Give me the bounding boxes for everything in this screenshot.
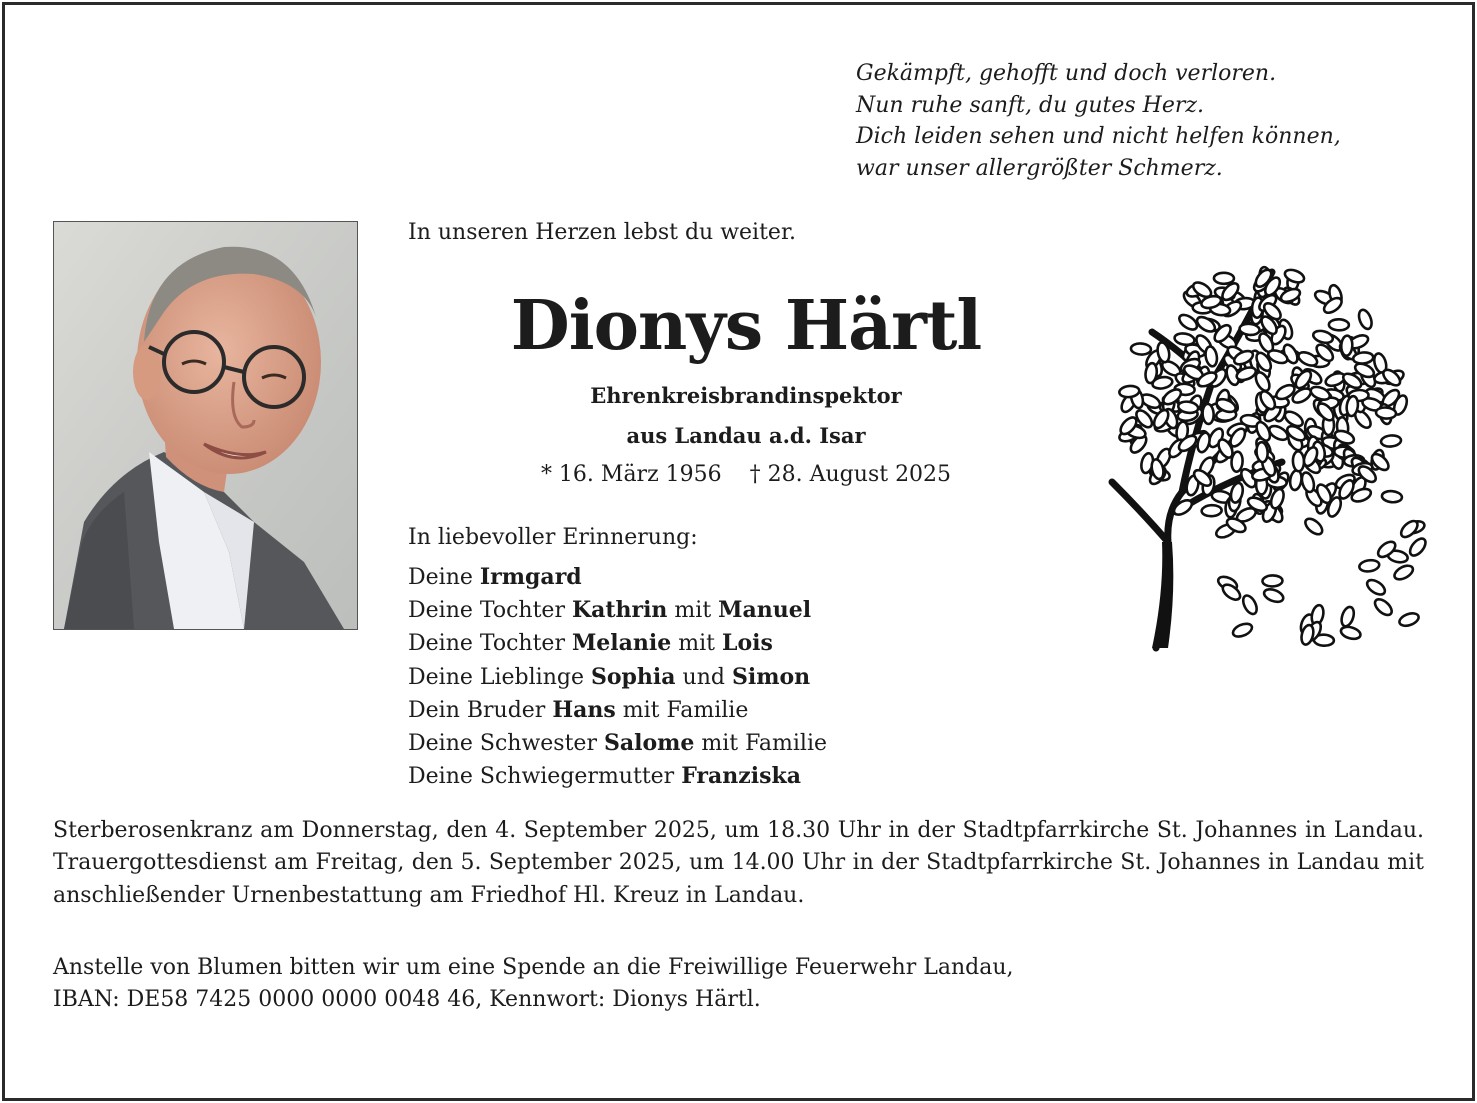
mourner-name: Lois xyxy=(722,630,773,657)
subheading: In unseren Herzen lebst du weiter. xyxy=(408,220,797,245)
leaf-shape xyxy=(1220,582,1243,603)
leaf-shape xyxy=(1300,471,1316,493)
portrait-photo xyxy=(53,221,358,630)
leaf-shape xyxy=(1262,587,1285,604)
mourner-row xyxy=(408,594,827,627)
life-dates xyxy=(408,459,1084,491)
mourner-row xyxy=(408,661,827,694)
iban-line: IBAN: DE58 7425 0000 0000 0048 46, Kennwort: Dionys Härtl. xyxy=(53,987,761,1013)
leaf-shape xyxy=(1303,516,1325,537)
leaf-shape xyxy=(1256,442,1268,463)
poem-line: Dich leiden sehen und nicht helfen können, xyxy=(856,124,1341,149)
memory-heading: In liebevoller Erinnerung: xyxy=(408,525,698,550)
leaf-shape xyxy=(1267,423,1290,442)
mourners-list xyxy=(408,561,827,793)
leaf-shape xyxy=(1201,505,1222,517)
mourner-row xyxy=(408,694,827,727)
mourner-row xyxy=(408,561,827,594)
relation: Deine Tochter xyxy=(408,598,572,624)
honorary-title: Ehrenkreisbrandinspektor xyxy=(590,383,902,408)
connector: mit xyxy=(671,631,722,657)
leaf-shape xyxy=(1231,621,1254,639)
mourner-row xyxy=(408,760,827,793)
relation: Deine Schwester xyxy=(408,731,604,757)
leaf-shape xyxy=(1309,384,1332,402)
mourner-name: Manuel xyxy=(718,597,812,624)
hometown: aus Landau a.d. Isar xyxy=(626,423,866,448)
mourner-name: Sophia xyxy=(590,663,676,690)
relation: Deine Tochter xyxy=(408,631,572,657)
leaf-shape xyxy=(1381,435,1402,448)
relation: Deine Lieblinge xyxy=(408,664,591,690)
suffix: mit Familie xyxy=(615,697,749,723)
mourner-name: Melanie xyxy=(571,630,672,657)
leaf-shape xyxy=(1119,385,1140,398)
mourner-name: Hans xyxy=(552,696,616,723)
mourner-row xyxy=(408,727,827,760)
leaf-shape xyxy=(1239,323,1260,336)
tree-icon xyxy=(1072,212,1428,652)
leaf-shape xyxy=(1214,273,1234,284)
birth-date: * 16. März 1956 xyxy=(540,462,722,487)
death-date: † 28. August 2025 xyxy=(749,462,952,487)
leaf-shape xyxy=(1357,308,1374,331)
leaf-shape xyxy=(1202,404,1214,425)
leaf-shape xyxy=(1240,593,1259,616)
connector: und xyxy=(675,664,732,690)
connector: mit xyxy=(667,598,719,624)
leaf-shape xyxy=(1204,346,1218,368)
portrait-illustration xyxy=(54,222,357,629)
poem-line: war unser allergrößter Schmerz. xyxy=(856,155,1223,181)
leaf-shape xyxy=(1353,351,1374,364)
leaf-shape xyxy=(1372,596,1394,618)
poem-line: Gekämpft, gehofft und doch verloren. xyxy=(856,61,1277,86)
leaf-shape xyxy=(1340,625,1362,641)
mourner-name: Salome xyxy=(603,730,695,757)
leaf-shape xyxy=(1407,536,1428,558)
leaf-shape xyxy=(1262,575,1282,587)
service-details: Sterberosenkranz am Donnerstag, den 4. September 2025, um 18.30 Uhr in der Stadtpfarrkirche St. Johannes in Landau. Trauergottesdienst am Freitag, den 5. September 2025, um 14.00 Uhr in der Stadtpfarrkirche St. Johannes in Landau mit anschließender Urnenbestattung am Friedhof Hl. Kreuz in Landau. xyxy=(53,818,1424,908)
leaf-shape xyxy=(1293,451,1305,471)
leaf-shape xyxy=(1339,605,1356,627)
leaf-shape xyxy=(1381,490,1402,503)
leaf-shape xyxy=(1131,343,1152,355)
leaf-shape xyxy=(1398,518,1420,540)
poem-line: Nun ruhe sanft, du gutes Herz. xyxy=(856,92,1204,118)
mourner-row xyxy=(408,627,827,660)
leaf-shape xyxy=(1359,559,1380,573)
donation-line: Anstelle von Blumen bitten wir um eine Spende an die Freiwillige Feuerwehr Landau, xyxy=(53,955,1014,980)
leaf-shape xyxy=(1365,577,1388,597)
suffix: mit Familie xyxy=(694,731,828,757)
leaf-shape xyxy=(1341,335,1353,356)
relation: Deine xyxy=(408,565,480,590)
leaf-shape xyxy=(1312,329,1334,345)
leaf-shape xyxy=(1398,611,1421,628)
mourner-name: Franziska xyxy=(681,763,801,790)
mourner-name: Simon xyxy=(731,663,811,690)
relation: Dein Bruder xyxy=(408,697,553,723)
mourner-name: Kathrin xyxy=(571,597,668,624)
deceased-name: Dionys Härtl xyxy=(510,286,982,366)
mourner-name: Irmgard xyxy=(479,564,582,590)
poem xyxy=(856,58,1341,184)
leaf-shape xyxy=(1329,319,1349,330)
leaf-shape xyxy=(1296,350,1319,369)
leaf-shape xyxy=(1376,407,1397,420)
donation-request xyxy=(53,952,1424,1017)
leaf-shape xyxy=(1174,332,1196,346)
relation: Deine Schwiegermutter xyxy=(408,764,682,790)
leaf-shape xyxy=(1195,314,1218,334)
leaf-shape xyxy=(1392,563,1415,582)
